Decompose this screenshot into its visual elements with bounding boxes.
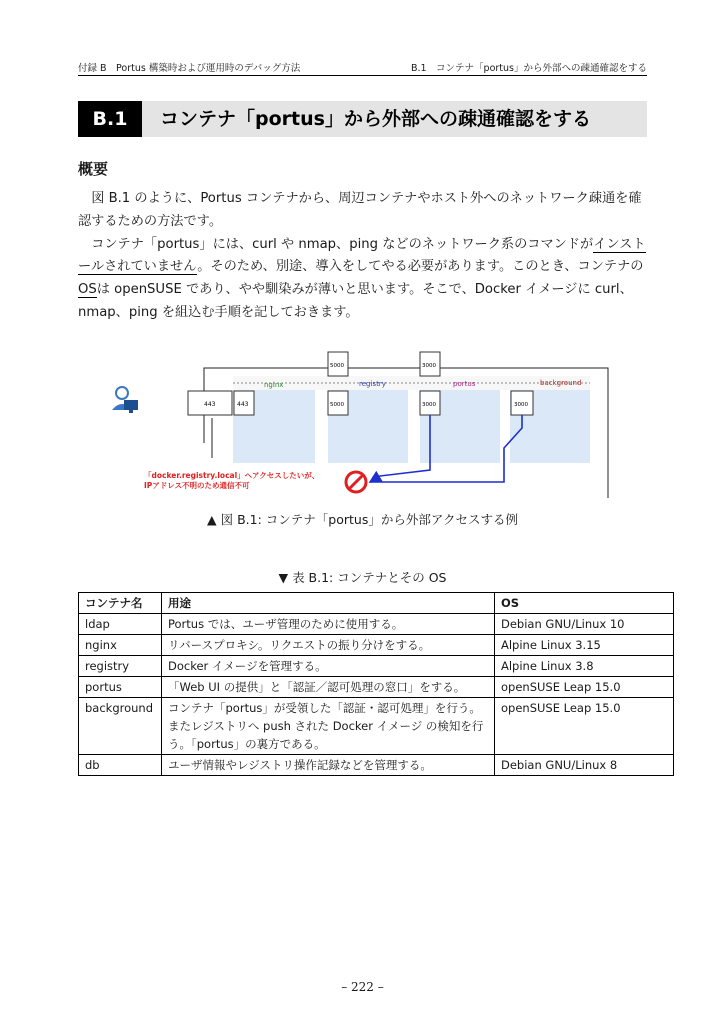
cell-os: Alpine Linux 3.8 (495, 656, 674, 677)
paragraph-2 (78, 234, 647, 325)
cell-os: Alpine Linux 3.15 (495, 635, 674, 656)
subsection-title: 概要 (78, 160, 109, 178)
paragraph-2-text-b: 。そのため、別途、導入をしてやる必要があります。このとき、コンテナの (197, 259, 644, 275)
section-heading (78, 101, 647, 137)
table-row (79, 656, 674, 677)
underlined-text: インストー (78, 236, 646, 275)
network-diagram (108, 348, 618, 500)
underlined-os: OS (78, 282, 97, 298)
port-443-nginx: 443 (237, 401, 249, 408)
port-3000-background: 3000 (514, 402, 528, 408)
header-rule (78, 75, 647, 76)
warning-line-1: 「docker.registry.local」へアクセスしたいが、 (144, 471, 320, 480)
container-table (78, 592, 674, 776)
cell-container: nginx (79, 635, 162, 656)
user-pc-icon (112, 387, 138, 413)
section-title: コンテナ「portus」から外部への疎通確認をする (160, 108, 591, 130)
table-row (79, 698, 674, 755)
label-portus: portus (453, 380, 476, 388)
table-caption: ▼ 表 B.1: コンテナとその OS (278, 570, 447, 585)
cell-os: openSUSE Leap 15.0 (495, 698, 674, 755)
running-header-right: B.1 コンテナ「portus」から外部への疎通確認をする (410, 63, 647, 74)
cell-os: openSUSE Leap 15.0 (495, 677, 674, 698)
table-row (79, 677, 674, 698)
header-cell: OS (495, 593, 674, 614)
warning-line-2: IPアドレス不明のため通信不可 (144, 481, 250, 490)
paragraph-2-text-a: コンテナ「portus」には、curl や nmap、ping などのネットワーク系のコマンドが (91, 236, 594, 252)
port-3000-top: 3000 (422, 363, 436, 369)
cell-container: db (79, 755, 162, 776)
cell-purpose: Docker イメージを管理する。 (162, 656, 495, 677)
cell-purpose: ユーザ情報やレジストリ操作記録などを管理する。 (162, 755, 495, 776)
cell-os: Debian GNU/Linux 8 (495, 755, 674, 776)
table-row (79, 635, 674, 656)
port-5000-registry: 5000 (330, 402, 344, 408)
table-row (79, 614, 674, 635)
header-cell: 用途 (162, 593, 495, 614)
header-cell: コンテナ名 (79, 593, 162, 614)
paragraph-1: 図 B.1 のように、Portus コンテナから、周辺コンテナやホスト外へのネットワーク疎通を確認するための方法です。 (78, 191, 642, 229)
label-background: background (540, 379, 582, 387)
running-header-left: 付録 B Portus 構築時および運用時のデバッグ方法 (78, 63, 301, 74)
cell-purpose: 「Web UI の提供」と「認証／認可処理の窓口」をする。 (162, 677, 495, 698)
cell-container: registry (79, 656, 162, 677)
port-443-host: 443 (204, 401, 216, 408)
paragraph-2-text-c: は openSUSE であり、やや馴染みが薄いと思います。そこで、Docker イメージに curl、nmap、ping を組込む手順を記しておきます。 (78, 282, 633, 320)
cell-container: background (79, 698, 162, 755)
cell-os: Debian GNU/Linux 10 (495, 614, 674, 635)
underlined-text-cont: ルされていません (90, 259, 198, 275)
figure-caption: ▲ 図 B.1: コンテナ「portus」から外部アクセスする例 (207, 512, 518, 527)
body-text (78, 188, 647, 325)
cell-purpose: リバースプロキシ。リクエストの振り分けをする。 (162, 635, 495, 656)
page-number: – 222 – (341, 980, 384, 994)
no-entry-icon (346, 472, 366, 492)
cell-purpose: Portus では、ユーザ管理のために使用する。 (162, 614, 495, 635)
section-number: B.1 (78, 101, 142, 137)
cell-container: ldap (79, 614, 162, 635)
cell-purpose: コンテナ「portus」が受領した「認証・認可処理」を行う。またレジストリへ push された Docker イメージ の検知を行う。「portus」の裏方である。 (162, 698, 495, 755)
cell-container: portus (79, 677, 162, 698)
table-header-row (79, 593, 674, 614)
port-3000-portus: 3000 (422, 402, 436, 408)
port-5000-top: 5000 (330, 363, 344, 369)
table-row (79, 755, 674, 776)
label-nginx: nginx (264, 381, 284, 389)
label-registry: registry (359, 380, 386, 388)
